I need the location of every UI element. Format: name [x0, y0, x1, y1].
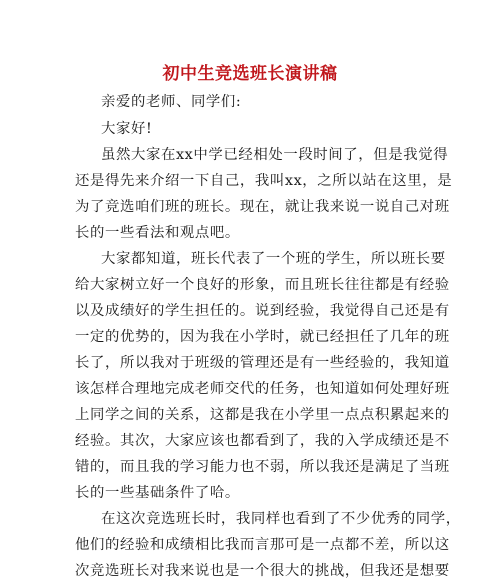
paragraph-line: 以及成绩好的学生担任的。说到经验，我觉得自己还是有 [75, 303, 450, 319]
paragraph-line: 长的一些看法和观点吧。 [75, 225, 240, 241]
greeting-line: 大家好! [101, 121, 153, 137]
paragraph-line: 错的，而且我的学习能力也不弱，所以我还是满足了当班 [75, 459, 450, 475]
document-title: 初中生竞选班长演讲稿 [162, 64, 338, 84]
paragraph-line: 一定的优势的，因为我在小学时，就已经担任了几年的班 [75, 329, 450, 345]
paragraph-line: 经验。其次，大家应该也都看到了，我的入学成绩还是不 [75, 433, 450, 449]
paragraph-line: 次竞选班长对我来说也是一个很大的挑战，但我还是想要 [75, 563, 450, 579]
salutation-line: 亲爱的老师、同学们: [101, 94, 242, 110]
paragraph-line: 还是得先来介绍一下自己，我叫xx，之所以站在这里，是 [75, 173, 453, 189]
paragraph-line: 长的一些基础条件了哈。 [75, 485, 240, 501]
paragraph-line: 该怎样合理地完成老师交代的任务，也知道如何处理好班 [75, 381, 450, 397]
paragraph-line: 长了，所以我对于班级的管理还是有一些经验的，我知道 [75, 355, 450, 371]
paragraph-line: 给大家树立好一个良好的形象，而且班长往往都是有经验 [75, 277, 450, 293]
paragraph-line: 为了竞选咱们班的班长。现在，就让我来说一说自己对班 [75, 199, 450, 215]
paragraph-line: 他们的经验和成绩相比我而言那可是一点都不差，所以这 [75, 537, 450, 553]
paragraph-line: 在这次竞选班长时，我同样也看到了不少优秀的同学， [101, 511, 461, 527]
paragraph-line: 虽然大家在xx中学已经相处一段时间了，但是我觉得 [101, 147, 449, 163]
paragraph-line: 上同学之间的关系，这都是我在小学里一点点积累起来的 [75, 407, 450, 423]
paragraph-line: 大家都知道，班长代表了一个班的学生，所以班长要 [101, 251, 446, 267]
